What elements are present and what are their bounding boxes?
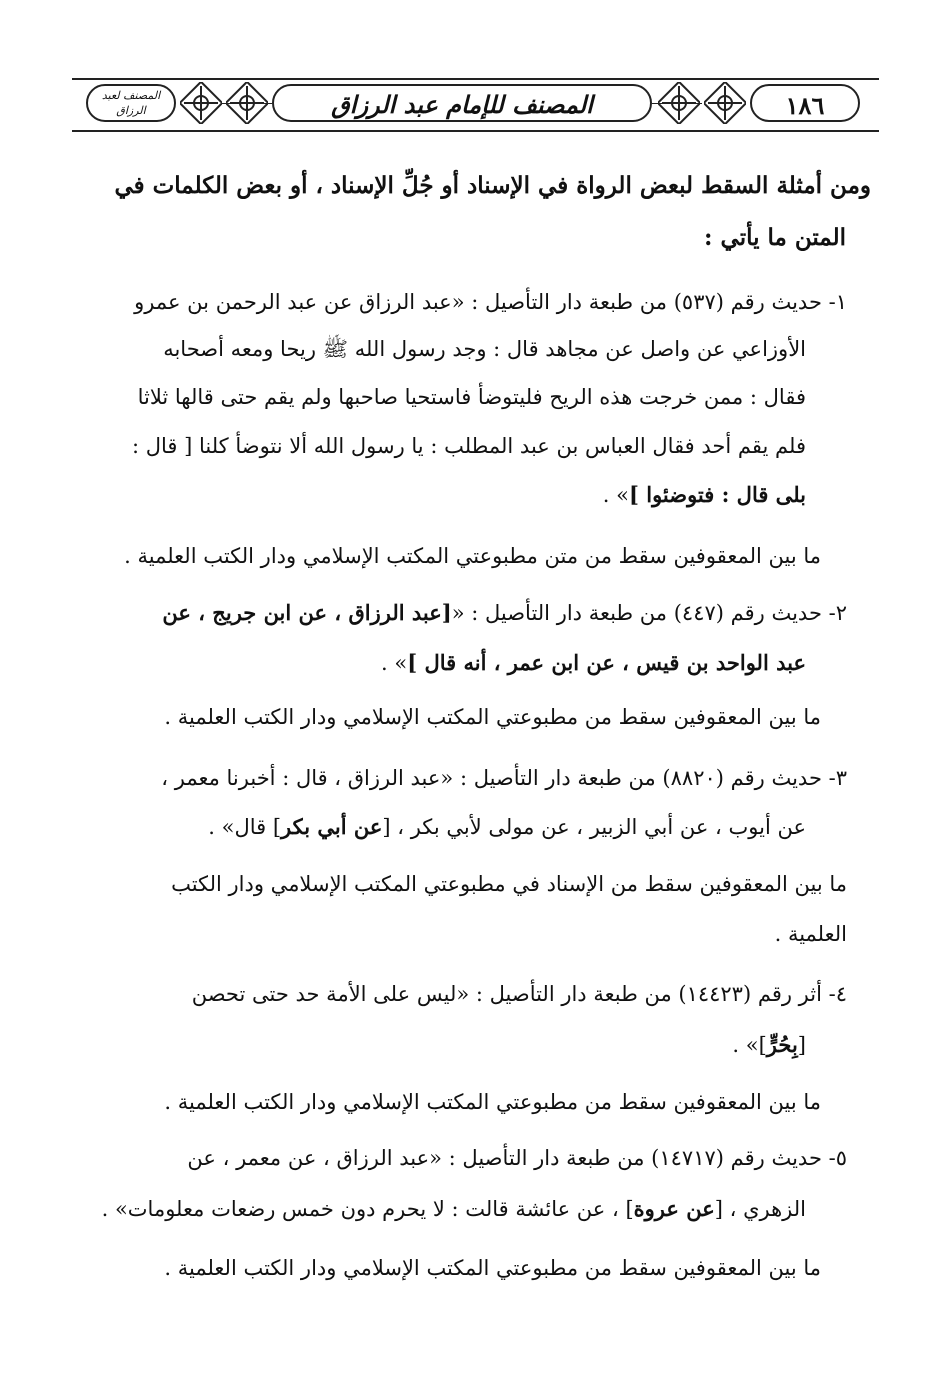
item-1-line: الأوزاعي عن واصل عن مجاهد قال : وجد رسول الله ﷺ ريحا ومعه أصحابه (163, 337, 806, 361)
item-5-line (102, 1196, 806, 1221)
bracketed-omission: بلى قال : فتوضئوا ] (628, 482, 806, 507)
bracketed-omission: عن أبي بكر (281, 814, 383, 839)
item-3-line: ٣- حديث رقم (٨٨٢٠) من طبعة دار التأصيل : «عبد الرزاق ، قال : أخبرنا معمر ، (161, 766, 847, 790)
item-3-note: العلمية . (774, 922, 847, 946)
ornament-knot-icon (658, 82, 700, 124)
item-4-text: ]» . (732, 1033, 767, 1057)
ornament-knot-icon (226, 82, 268, 124)
page-number-cartouche (750, 84, 860, 122)
item-3-text: ] قال» . (208, 815, 282, 839)
item-5-text: الزهري ، [ (714, 1197, 806, 1221)
item-3-note: ما بين المعقوفين سقط من الإسناد في مطبوعتي المكتب الإسلامي ودار الكتب (171, 872, 847, 896)
item-1-note: ما بين المعقوفين سقط من متن مطبوعتي المكتب الإسلامي ودار الكتب العلمية . (124, 544, 821, 568)
page-header (72, 78, 879, 132)
running-title: المصنف للإمام عبد الرزاق (331, 90, 593, 119)
item-5-note: ما بين المعقوفين سقط من مطبوعتي المكتب الإسلامي ودار الكتب العلمية . (164, 1256, 821, 1280)
ornament-knot-icon (180, 82, 222, 124)
item-3-line (208, 814, 806, 839)
intro-line: ومن أمثلة السقط لبعض الرواة في الإسناد أو جُلِّ الإسناد ، أو بعض الكلمات في (114, 172, 871, 199)
quote-close: » . (381, 651, 408, 675)
item-4-note: ما بين المعقوفين سقط من مطبوعتي المكتب الإسلامي ودار الكتب العلمية . (164, 1090, 821, 1114)
quote-close: » . (602, 483, 629, 507)
bracketed-omission: بِحُرٍّ (766, 1032, 798, 1057)
item-4-text: [ (797, 1033, 806, 1057)
item-1-line: فقال : ممن خرجت هذه الريح فليتوضأ فاستحيا صاحبها ولم يقم حتى قالها ثلاثا (137, 385, 806, 409)
header-title-cartouche (272, 84, 652, 122)
item-2-line (162, 600, 847, 625)
bracketed-omission: عن عروة (633, 1196, 715, 1221)
page-number: ١٨٦ (785, 91, 825, 120)
item-1-line: ١- حديث رقم (٥٣٧) من طبعة دار التأصيل : «عبد الرزاق عن عبد الرحمن بن عمرو (134, 290, 847, 314)
bracketed-omission: عبد الواحد بن قيس ، عن ابن عمر ، أنه قال ] (407, 650, 806, 675)
intro-line: المتن ما يأتي : (704, 224, 846, 251)
item-1-line: فلم يقم أحد فقال العباس بن عبد المطلب : يا رسول الله ألا نتوضأ كلنا [ قال : (132, 434, 806, 458)
item-1-line-last (603, 482, 806, 507)
item-4-line (732, 1032, 806, 1057)
item-2-note: ما بين المعقوفين سقط من مطبوعتي المكتب الإسلامي ودار الكتب العلمية . (164, 705, 821, 729)
item-4-line: ٤- أثر رقم (١٤٤٢٣) من طبعة دار التأصيل : «ليس على الأمة حد حتى تحصن (191, 982, 847, 1006)
bracketed-omission: [عبد الرزاق ، عن ابن جريج ، عن (162, 600, 452, 625)
item-5-line: ٥- حديث رقم (١٤٧١٧) من طبعة دار التأصيل : «عبد الرزاق ، عن معمر ، عن (187, 1146, 847, 1170)
item-2-lead: ٢- حديث رقم (٤٤٧) من طبعة دار التأصيل : « (451, 601, 847, 625)
ornament-knot-icon (704, 82, 746, 124)
header-logo (86, 84, 176, 122)
item-3-text: عن أيوب ، عن أبي الزبير ، عن مولى لأبي بكر ، [ (382, 815, 806, 839)
header-logo-text: المصنف لعبد الرزاق (101, 89, 161, 117)
item-5-text: ] ، عن عائشة قالت : لا يحرم دون خمس رضعات معلومات» . (101, 1197, 634, 1221)
item-2-line (381, 650, 806, 675)
